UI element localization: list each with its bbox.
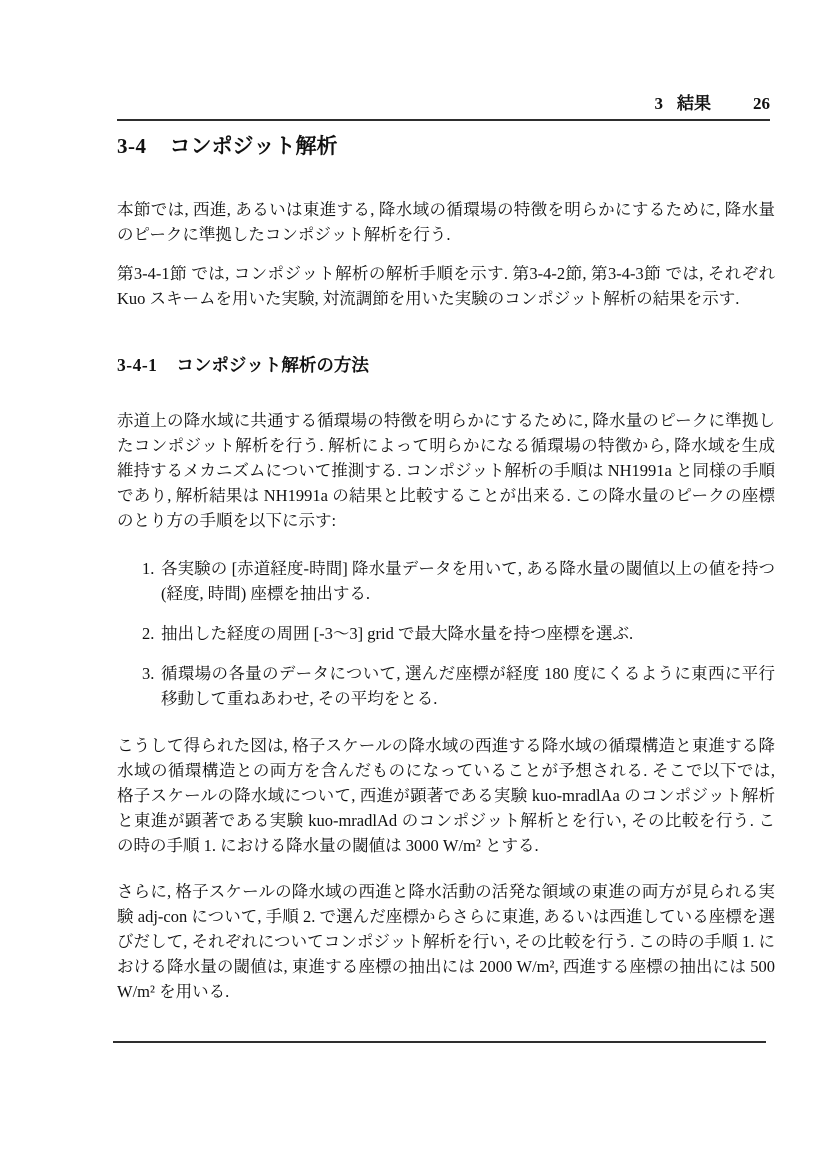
list-item-text: 循環場の各量のデータについて, 選んだ座標が経度 180 度にくるように東西に平行移動して重ねあわせ, その平均をとる.: [161, 664, 775, 708]
list-item-text: 各実験の [赤道経度-時間] 降水量データを用いて, ある降水量の閾値以上の値を持つ (経度, 時間) 座標を抽出する.: [161, 559, 775, 603]
list-item-marker: 1.: [142, 559, 155, 578]
paragraph-overview: 第3-4-1節 では, コンポジット解析の解析手順を示す. 第3-4-2節, 第3-4-3節 では, それぞれ Kuo スキームを用いた実験, 対流調節を用いた実験のコンポジット解析の結果を示す.: [117, 264, 775, 308]
list-item: [117, 556, 775, 606]
paragraph-method: 赤道上の降水域に共通する循環場の特徴を明らかにするために, 降水量のピークに準拠したコンポジット解析を行う. 解析によって明らかになる循環場の特徴から, 降水域を生成維持するメカニズムについて推測する. コンポジット解析の手順は NH1991a と同様の手順であり, 解析結果は NH1991a の結果と比較することが出来る. この降水量のピークの座標のとり方の手順を以下に示す:: [117, 411, 775, 530]
page-header: [118, 93, 770, 115]
footer-divider: [113, 1041, 766, 1043]
list-item-marker: 2.: [142, 624, 155, 643]
page-number: 26: [753, 94, 770, 113]
list-item-marker: 3.: [142, 664, 155, 683]
paragraph-adjcon: さらに, 格子スケールの降水域の西進と降水活動の活発な領域の東進の両方が見られる実験 adj-con について, 手順 2. で選んだ座標からさらに東進, あるいは西進している座標を選びだして, それぞれについてコンポジット解析を行い, その比較を行う. この時の手順 1. における降水量の閾値は, 東進する座標の抽出には 2000 W/m², 西進する座標の抽出には 500 W/m² を用いる.: [117, 882, 775, 1001]
subsection-heading: [117, 354, 369, 377]
section-title: コンポジット解析: [169, 135, 338, 158]
section-heading: [117, 133, 338, 160]
paragraph-comparison: こうして得られた図は, 格子スケールの降水域の西進する降水域の循環構造と東進する降水域の循環構造との両方を含んだものになっていることが予想される. そこで以下では, 格子スケールの降水域について, 西進が顕著である実験 kuo-mradlAa のコンポジット解析と東進が顕著である実験 kuo-mradlAd のコンポジット解析とを行い, その比較を行う. この時の手順 1. における降水量の閾値は 3000 W/m² とする.: [117, 736, 776, 855]
paragraph-intro: 本節では, 西進, あるいは東進する, 降水域の循環場の特徴を明らかにするために, 降水量のピークに準拠したコンポジット解析を行う.: [117, 200, 775, 244]
procedure-list: [117, 556, 775, 726]
subsection-number: 3-4-1: [117, 355, 158, 375]
list-item: [117, 621, 775, 646]
subsection-title: コンポジット解析の方法: [176, 355, 369, 375]
header-section-number: 3: [654, 94, 663, 113]
list-item-text: 抽出した経度の周囲 [-3〜3] grid で最大降水量を持つ座標を選ぶ.: [161, 624, 634, 643]
header-section-title: 結果: [677, 94, 711, 113]
header-divider: [117, 119, 770, 121]
list-item: [117, 661, 775, 711]
section-number: 3-4: [117, 134, 147, 158]
